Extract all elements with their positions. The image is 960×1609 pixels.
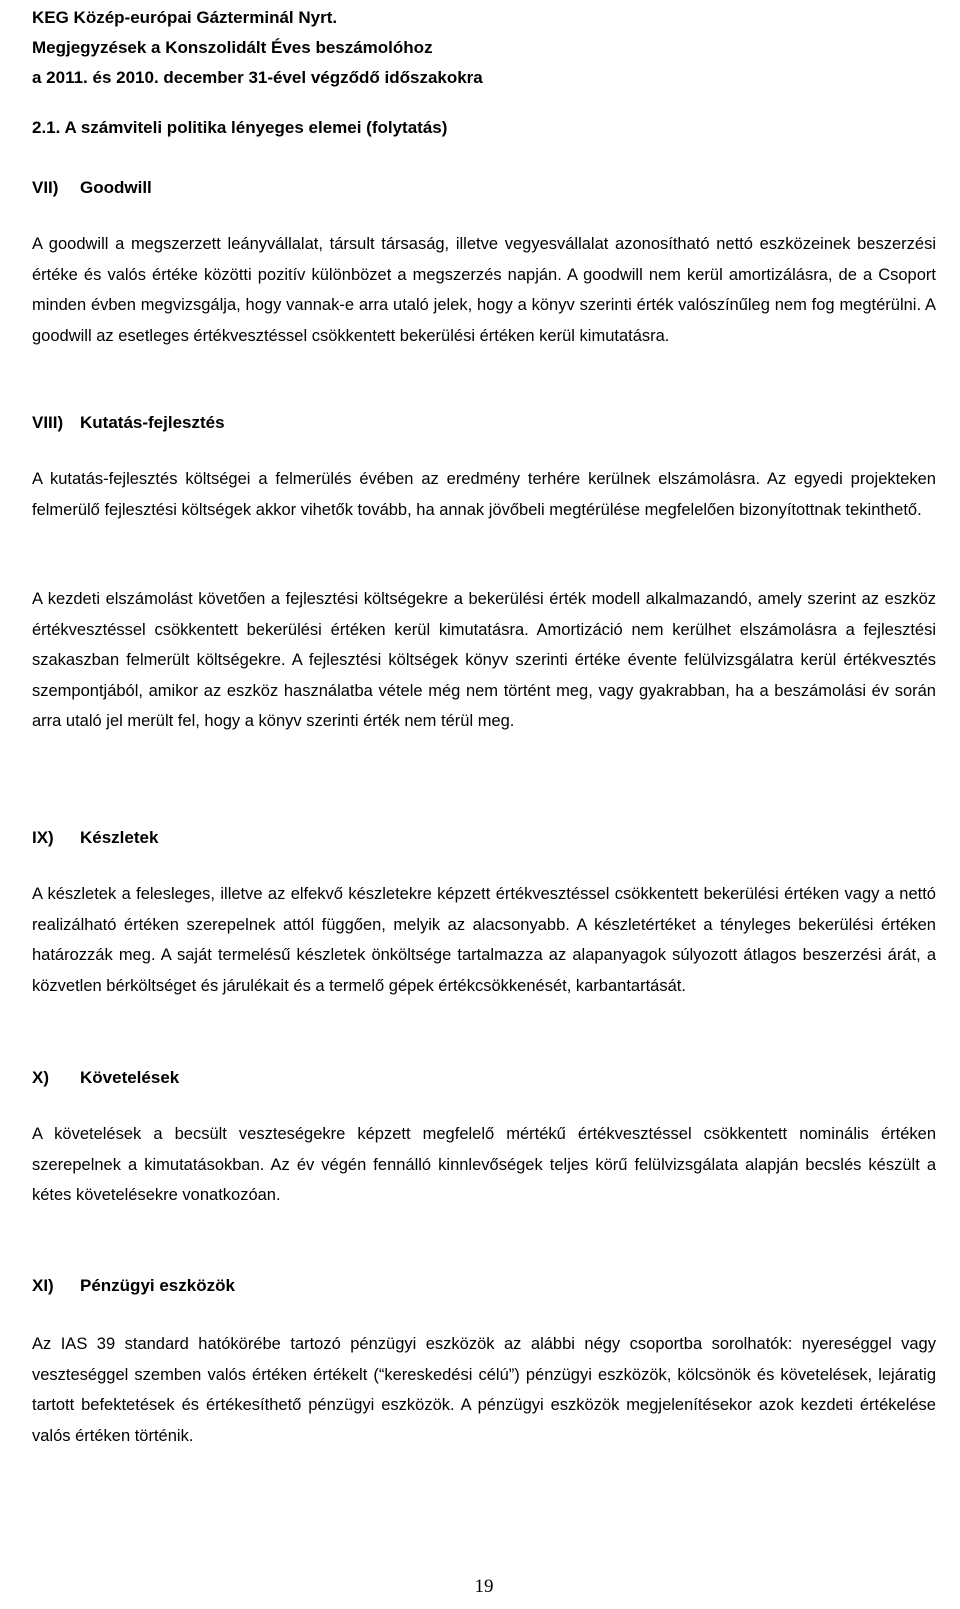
document-header	[32, 3, 936, 93]
section-paragraph: A készletek a felesleges, illetve az elfekvő készletekre képzett értékvesztéssel csökkentett bekerülési értéken vagy a nettó realizálható értéken szerepelnek attól függően, melyik az alacsonyabb. A készletértéket a tényleges bekerülési értéken határozzák meg. A saját termelésű készletek önköltsége tartalmazza az alapanyagok súlyozott átlagos beszerzési árát, a közvetlen bérköltséget és járulékait és a termelő gépek értékcsökkenését, karbantartását.	[32, 885, 936, 995]
section-paragraph: A goodwill a megszerzett leányvállalat, társult társaság, illetve vegyesvállalat azonosítható nettó eszközeinek beszerzési értéke és valós értéke közötti pozitív különbözet a megszerzés napján. A goodwill nem kerül amortizálásra, de a Csoport minden évben megvizsgálja, hogy vannak-e arra utaló jelek, hogy a könyv szerinti érték valószínűleg nem fog megtérülni. A goodwill az esetleges értékvesztéssel csökkentett bekerülési értéken kerül kimutatásra.	[32, 235, 936, 345]
section-paragraph: A követelések a becsült veszteségekre képzett megfelelő mértékű értékvesztéssel csökkentett nominális értéken szerepelnek a kimutatásokban. Az év végén fennálló kinnlevőségek teljes körű felülvizsgálata alapján becslés készült a kétes követelésekre vonatkozóan.	[32, 1125, 936, 1204]
section-title: Pénzügyi eszközök	[80, 1276, 235, 1295]
company-name: KEG Közép-európai Gázterminál Nyrt.	[32, 8, 338, 27]
section-title: Követelések	[80, 1068, 180, 1087]
section-title: Készletek	[80, 828, 159, 847]
section-number: VIII)	[32, 413, 64, 432]
section-title: Kutatás-fejlesztés	[80, 413, 225, 432]
section-intro-heading: 2.1. A számviteli politika lényeges elemei (folytatás)	[32, 118, 448, 137]
page-number: 19	[474, 1576, 494, 1597]
section-number: XI)	[32, 1276, 54, 1295]
section-paragraph: A kezdeti elszámolást követően a fejlesztési költségekre a bekerülési érték modell alkalmazandó, amely szerint az eszköz értékvesztéssel csökkentett bekerülési értéken kerül kimutatásra. Amortizáció nem kerülhet elszámolásra a fejlesztési szakaszban felmerült költségekre. A fejlesztési költségek könyv szerinti értéke évente felülvizsgálatra kerül értékvesztés szempontjából, amikor az eszköz használatba vétele még nem történt meg, vagy gyakrabban, ha a beszámolási év során arra utaló jel merült fel, hogy a könyv szerinti érték nem térül meg.	[32, 590, 936, 730]
section-title: Goodwill	[80, 178, 152, 197]
section-paragraph: A kutatás-fejlesztés költségei a felmerülés évében az eredmény terhére kerülnek elszámolásra. Az egyedi projekteken felmerülő fejlesztési költségek akkor vihetők tovább, ha annak jövőbeli megtérülése megfelelően bizonyítottnak tekinthető.	[32, 470, 936, 519]
reporting-period: a 2011. és 2010. december 31-ével végződő időszakokra	[32, 68, 483, 87]
section-number: IX)	[32, 828, 54, 847]
section-paragraph: Az IAS 39 standard hatókörébe tartozó pénzügyi eszközök az alábbi négy csoportba sorolhatók: nyereséggel vagy veszteséggel szemben valós értéken értékelt (“kereskedési célú”) pénzügyi eszközök, kölcsönök és követelések, lejáratig tartott befektetések és értékesíthető pénzügyi eszközök. A pénzügyi eszközök megjelenítésekor azok kezdeti értékelése valós értéken történik.	[32, 1335, 936, 1445]
document-title: Megjegyzések a Konszolidált Éves beszámolóhoz	[32, 38, 433, 57]
section-number: VII)	[32, 178, 59, 197]
document-page	[32, 0, 936, 1609]
section-number: X)	[32, 1068, 49, 1087]
